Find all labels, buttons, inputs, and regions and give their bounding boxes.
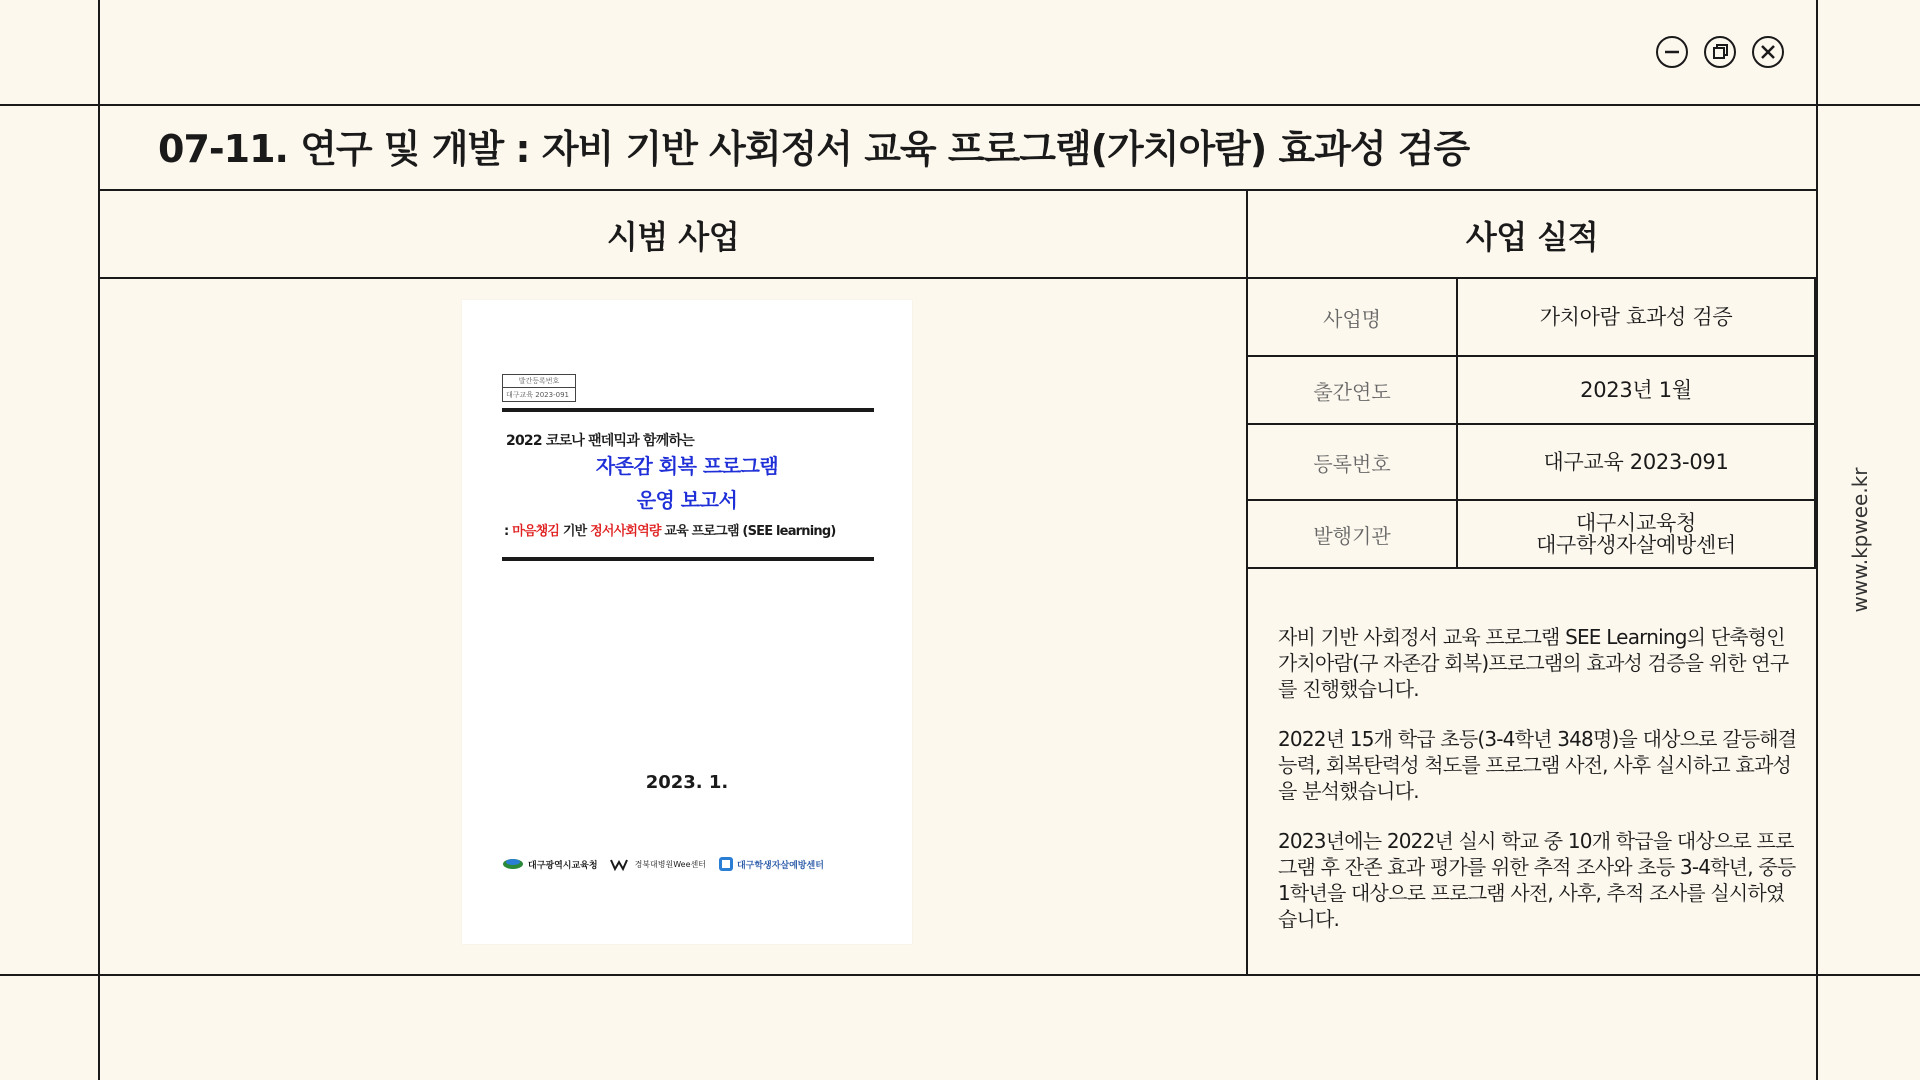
cover-logos [502, 854, 882, 874]
frame-line-right [1816, 0, 1818, 1080]
minus-circle-icon [1662, 42, 1682, 62]
minimize-button[interactable] [1656, 36, 1688, 68]
frame-line-bottom [0, 974, 1920, 976]
info-label: 등록번호 [1248, 425, 1458, 499]
info-value: 가치아람 효과성 검증 [1539, 305, 1733, 329]
right-section-header: 사업 실적 [1465, 218, 1599, 256]
cover-top-rule [502, 408, 874, 412]
x-circle-icon [1758, 42, 1778, 62]
logo-knu-wee: 경북대병원Wee센터 [610, 857, 706, 871]
info-label: 사업명 [1248, 279, 1458, 355]
info-row-year [1248, 357, 1814, 425]
info-row-registration [1248, 425, 1814, 501]
education-office-logo-icon [502, 857, 524, 871]
side-url: www.kpwee.kr [1848, 467, 1872, 613]
cover-title-line1: 자존감 회복 프로그램 [595, 454, 779, 478]
publisher-line1: 대구시교육청 [1576, 511, 1696, 535]
description-paragraph: 2023년에는 2022년 실시 학교 중 10개 학급을 대상으로 프로그램 후 잔존 효과 평가를 위한 추적 조사와 초등 3-4학년, 중등 1학년을 대상으로 프로그램 사전, 사후, 추적 조사를 실시하였습니다. [1278, 829, 1796, 931]
close-button[interactable] [1752, 36, 1784, 68]
description-paragraph: 2022년 15개 학급 초등(3-4학년 348명)을 대상으로 갈등해결 능력, 회복탄력성 척도를 프로그램 사전, 사후 실시하고 효과성을 분석했습니다. [1278, 727, 1797, 803]
prevention-center-logo-icon [718, 856, 734, 872]
cover-date: 2023. 1. [645, 772, 729, 793]
info-row-publisher [1248, 501, 1814, 569]
cover-title-line2: 운영 보고서 [636, 488, 738, 512]
registration-value: 대구교육 2023-091 [506, 391, 569, 399]
restore-circle-icon [1710, 42, 1730, 62]
cover-subtitle: 2022 코로나 팬데믹과 함께하는 [506, 433, 694, 449]
info-value [1458, 501, 1814, 567]
info-value: 2023년 1월 [1580, 378, 1692, 402]
wee-center-logo-icon [610, 857, 632, 871]
logo-suicide-prevention: 대구학생자살예방센터 [718, 856, 824, 872]
cover-tagline: : 마음챙김 기반 정서사회역량 교육 프로그램 (SEE learning) [504, 524, 836, 539]
report-cover-image [462, 300, 912, 944]
header-underline [98, 189, 1818, 191]
info-row-name [1248, 279, 1814, 357]
description-text [1278, 624, 1798, 956]
description-paragraph: 자비 기반 사회정서 교육 프로그램 SEE Learning의 단축형인 가치아람(구 자존감 회복)프로그램의 효과성 검증을 위한 연구를 진행했습니다. [1278, 625, 1789, 701]
info-label: 출간연도 [1248, 357, 1458, 423]
info-label: 발행기관 [1248, 501, 1458, 567]
frame-line-left [98, 0, 100, 1080]
info-value: 대구교육 2023-091 [1543, 450, 1729, 474]
info-table-right-border [1814, 279, 1816, 569]
registration-box [502, 374, 576, 402]
logo-daegu-education: 대구광역시교육청 [502, 857, 598, 871]
page-title: 07-11. 연구 및 개발 : 자비 기반 사회정서 교육 프로그램(가치아람) 효과성 검증 [158, 127, 1470, 171]
publisher-line2: 대구학생자살예방센터 [1536, 533, 1736, 557]
frame-line-top [0, 104, 1920, 106]
restore-button[interactable] [1704, 36, 1736, 68]
registration-label: 발간등록번호 [503, 375, 575, 388]
left-section-header: 시범 사업 [606, 218, 740, 256]
cover-bottom-rule [502, 557, 874, 561]
